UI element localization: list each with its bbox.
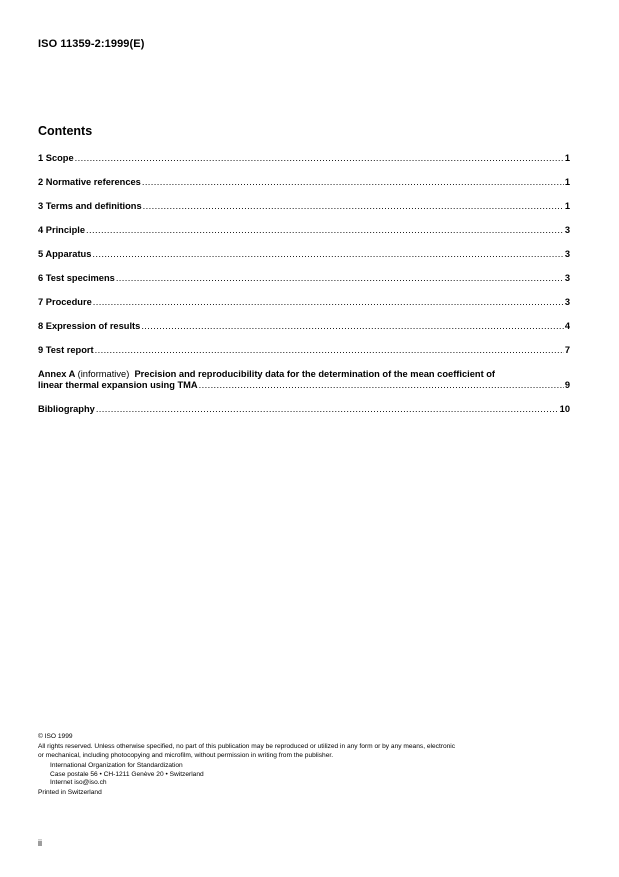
toc-entry-title: 3 Terms and definitions (38, 201, 142, 211)
toc-leader-dots (92, 249, 563, 260)
toc-entry-title: 1 Scope (38, 153, 74, 163)
toc-leader-dots (93, 297, 564, 308)
toc-entry-page: 3 (564, 249, 570, 259)
annex-page: 9 (564, 380, 570, 390)
postal-address: Case postale 56 • CH-1211 Genève 20 • Switzerland (50, 770, 204, 778)
copyright-footer (38, 733, 583, 798)
printed-in: Printed in Switzerland (38, 789, 102, 797)
annex-label: Annex A (38, 369, 76, 379)
toc-entry-title: 9 Test report (38, 345, 94, 355)
toc-entry-annex-a[interactable] (38, 369, 570, 391)
toc-entry-page: 1 (564, 201, 570, 211)
annex-title-line1: Precision and reproducibility data for the determination of the mean coefficient of (134, 369, 496, 379)
toc-entry-page: 3 (564, 297, 570, 307)
toc-leader-dots (142, 177, 564, 188)
rights-statement-line1: All rights reserved. Unless otherwise specified, no part of this publication may be reproduced or utilized in any form or by any means, electronic (38, 743, 456, 751)
toc-entry-test-specimens[interactable] (38, 273, 570, 284)
table-of-contents (38, 153, 570, 428)
toc-entry-bibliography[interactable] (38, 404, 570, 415)
toc-entry-scope[interactable] (38, 153, 570, 164)
document-identifier: ISO 11359-2:1999(E) (38, 38, 145, 50)
toc-leader-dots (199, 380, 564, 391)
toc-leader-dots (75, 153, 564, 164)
toc-entry-title: 5 Apparatus (38, 249, 92, 259)
toc-entry-title: 6 Test specimens (38, 273, 115, 283)
rights-statement-line2: or mechanical, including photocopying and microfilm, without permission in writing from the publisher. (38, 751, 334, 759)
contents-heading: Contents (38, 124, 93, 138)
toc-entry-page: 3 (564, 225, 570, 235)
toc-entry-normative-references[interactable] (38, 177, 570, 188)
toc-entry-terms-and-definitions[interactable] (38, 201, 570, 212)
copyright-notice: © ISO 1999 (38, 733, 73, 740)
toc-leader-dots (143, 201, 564, 212)
internet-address: Internet iso@iso.ch (50, 779, 107, 787)
toc-entry-page: 3 (564, 273, 570, 283)
toc-entry-title: 7 Procedure (38, 297, 92, 307)
toc-entry-title: 4 Principle (38, 225, 86, 235)
toc-entry-title: 8 Expression of results (38, 321, 141, 331)
annex-title-continuation (38, 380, 570, 391)
toc-entry-page: 7 (564, 345, 570, 355)
toc-leader-dots (141, 321, 564, 332)
toc-leader-dots (86, 225, 564, 236)
toc-leader-dots (96, 404, 559, 415)
toc-entry-page: 10 (559, 404, 570, 414)
toc-leader-dots (95, 345, 564, 356)
annex-heading-line (38, 369, 570, 380)
toc-entry-test-report[interactable] (38, 345, 570, 356)
toc-entry-apparatus[interactable] (38, 249, 570, 260)
annex-title-line2: linear thermal expansion using TMA (38, 380, 198, 390)
toc-entry-principle[interactable] (38, 225, 570, 236)
toc-entry-title: Bibliography (38, 404, 95, 414)
organization-name: International Organization for Standardization (50, 762, 183, 770)
toc-entry-page: 1 (564, 153, 570, 163)
toc-entry-procedure[interactable] (38, 297, 570, 308)
toc-leader-dots (116, 273, 564, 284)
toc-entry-title: 2 Normative references (38, 177, 141, 187)
toc-entry-page: 4 (564, 321, 570, 331)
toc-entry-page: 1 (564, 177, 570, 187)
annex-type: (informative) (77, 369, 130, 379)
page-number: ii (38, 838, 42, 848)
toc-entry-expression-of-results[interactable] (38, 321, 570, 332)
